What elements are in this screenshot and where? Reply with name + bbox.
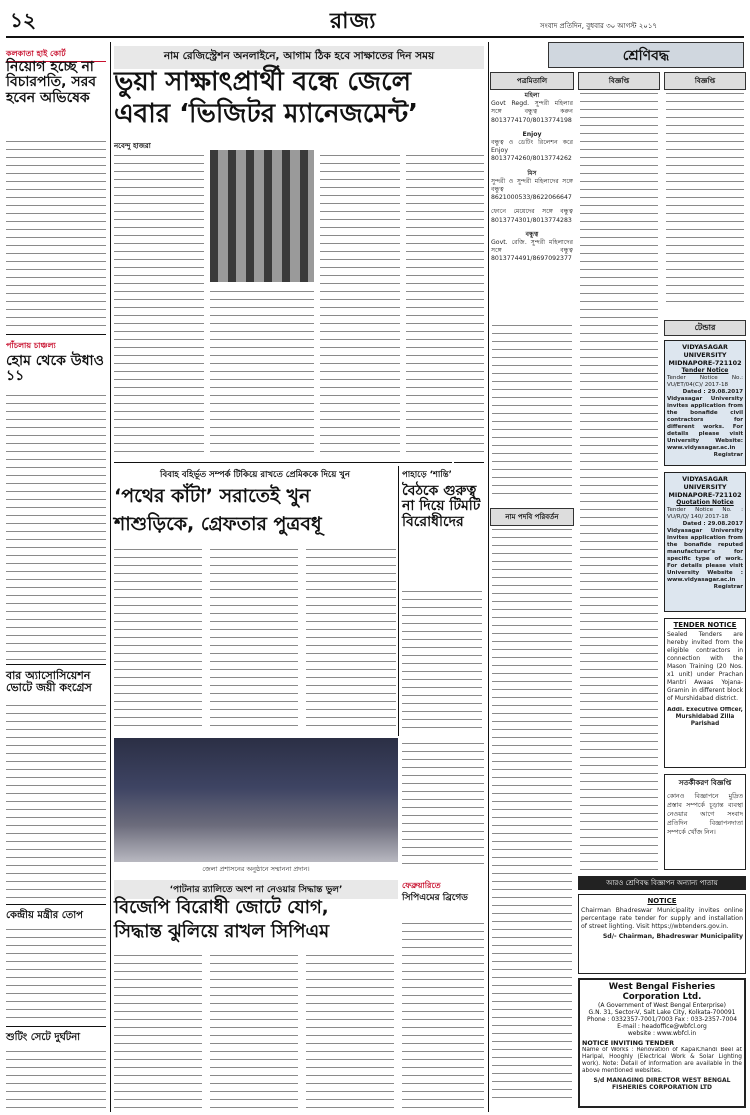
story-text bbox=[306, 952, 394, 1108]
chairman-notice-title: NOTICE bbox=[647, 897, 677, 905]
kicker-high-court: কলকাতা হাই কোর্ট bbox=[6, 48, 106, 62]
fisheries-address: G.N. 31, Sector-V, Salt Lake City, Kolkata-700091 bbox=[588, 1009, 736, 1016]
notice-title-3: বিজ্ঞপ্তি bbox=[664, 72, 746, 90]
headline-bar-association: বার অ্যাসোসিয়েশন ভোটে জয়ী কংগ্রেস bbox=[6, 669, 92, 695]
classified-text bbox=[492, 526, 572, 1104]
warning-notice bbox=[664, 774, 746, 870]
name-change-column bbox=[490, 508, 574, 1108]
entry-label: বন্ধুত্ব bbox=[525, 230, 539, 238]
fisheries-website: website : www.wbfcl.in bbox=[627, 1030, 697, 1037]
story-text bbox=[114, 152, 204, 452]
more-ads-banner: আরও শ্রেণিবদ্ধ বিজ্ঞাপন অন্যান্য পাতায় bbox=[578, 876, 746, 890]
story-text bbox=[210, 952, 298, 1108]
story-text bbox=[114, 952, 202, 1108]
vu1-subtitle: Tender Notice bbox=[681, 367, 729, 374]
headline-high-court: নিয়োগ হচ্ছে না বিচারপতি, সরব হবেন অভিষেক bbox=[6, 59, 97, 106]
classifieds bbox=[490, 42, 746, 1112]
story-text bbox=[6, 1048, 106, 1112]
byline: নবেন্দু হাজরা bbox=[114, 142, 151, 150]
photo-caption: জেলা প্রশাসনের অনুষ্ঠানে সম্মাননা প্রদান। bbox=[202, 865, 310, 873]
classified-text bbox=[666, 90, 744, 308]
vidyasagar-tender-1 bbox=[664, 340, 746, 466]
story-text bbox=[6, 138, 106, 330]
warning-title: সতর্কীকরণ বিজ্ঞপ্তি bbox=[678, 779, 732, 787]
event-photo bbox=[114, 738, 398, 862]
tender-notice-body: Sealed Tenders are hereby invited from the eligible contractors in connection with the Mason Training (20 Nos. x1 unit) under Prachan Mantri Awaas Yojana-Gramin in different block of Murshidabad district. bbox=[667, 631, 743, 702]
story-text bbox=[210, 288, 314, 452]
vidyasagar-tender-2 bbox=[664, 472, 746, 612]
entry-label: মিস bbox=[527, 169, 537, 177]
jail-bars-photo bbox=[210, 150, 314, 282]
story-text bbox=[6, 702, 106, 900]
story-text bbox=[114, 546, 202, 726]
vu2-title: VIDYASAGAR UNIVERSITY MIDNAPORE-721102 bbox=[668, 475, 742, 499]
story-text bbox=[6, 926, 106, 1022]
vu2-sign: Registrar bbox=[713, 584, 743, 590]
classified-text bbox=[492, 322, 572, 498]
left-column bbox=[6, 42, 108, 1112]
bhadreswar-notice bbox=[578, 894, 746, 974]
tender-header: টেন্ডার bbox=[664, 320, 746, 336]
second-strap: বিবাহ বহির্ভূত সম্পর্ক টিকিয়ে রাখতে প্রেমিককে দিয়ে খুন bbox=[160, 470, 350, 480]
murshidabad-tender bbox=[664, 618, 746, 768]
story-text bbox=[210, 546, 298, 726]
bottom-headline-2: সিদ্ধান্ত ঝুলিয়ে রাখল সিপিএম bbox=[114, 921, 330, 942]
story-text bbox=[402, 740, 484, 870]
side-kicker: ফেব্রুয়ারিতে bbox=[402, 881, 441, 890]
lead-headline-1: ভুয়া সাক্ষাৎপ্রার্থী বন্ধে জেলে bbox=[114, 67, 411, 97]
entry-text: Govt Regd. সুন্দরী মহিলার সঙ্গে বন্ধুত্ব করুন 8013774170/8013774198 bbox=[491, 100, 573, 124]
fisheries-title: West Bengal Fisheries Corporation Ltd. bbox=[608, 982, 716, 1002]
entry-text: Govt. রেজি. সুন্দরী মহিলাদের সঙ্গে বন্ধুত্ব 8013774491/8697092377 bbox=[491, 239, 573, 263]
side-headline: সিপিএমের ব্রিগেড bbox=[402, 893, 468, 903]
story-text bbox=[402, 920, 484, 1108]
entry-label: মহিলা bbox=[524, 92, 540, 99]
entry-text: সুন্দরী ও সুন্দরী মহিলাদের সঙ্গে বন্ধুত্ব 8621000533/8622066647 bbox=[491, 177, 573, 202]
bottom-strap: ‘পাটনার র‌্যালিতে অংশ না নেওয়ার সিদ্ধান্ত ভুল’ bbox=[114, 880, 398, 899]
lead-headline-2: এবার ‘ভিজিটর ম্যানেজমেন্ট’ bbox=[114, 99, 419, 129]
fisheries-notice bbox=[578, 978, 746, 1108]
tender-notice-title: TENDER NOTICE bbox=[673, 621, 737, 629]
story-text bbox=[406, 152, 484, 452]
bottom-story bbox=[114, 876, 484, 1112]
tender-notice-sign: Addl. Executive Officer, Murshidabad Zilla Parishad bbox=[667, 707, 743, 727]
classifieds-header: শ্রেণিবদ্ধ bbox=[548, 42, 744, 68]
second-headline-2: শাশুড়িকে, গ্রেফতার পুত্রবধূ bbox=[114, 513, 322, 535]
notice-title-2: বিজ্ঞপ্তি bbox=[578, 72, 660, 90]
story-text bbox=[320, 152, 400, 452]
vu1-sign: Registrar bbox=[713, 452, 743, 458]
vu2-subtitle: Quotation Notice bbox=[676, 499, 734, 506]
fisheries-nit: NOTICE INVITING TENDER bbox=[582, 1039, 675, 1047]
fisheries-phone: Phone : 0332357-7001/7003 Fax : 033-2357-7004 bbox=[586, 1016, 738, 1023]
vu1-title: VIDYASAGAR UNIVERSITY MIDNAPORE-721102 bbox=[668, 343, 742, 367]
headline-central-minister: কেন্দ্রীয় মন্ত্রীর তোপ bbox=[6, 910, 83, 921]
headline-shooting: শুটিং সেটে দুর্ঘটনা bbox=[6, 1032, 81, 1043]
chairman-notice-sign: Sd/- Chairman, Bhadreswar Municipality bbox=[602, 933, 743, 940]
pen-friend-title: পত্রমিতালি bbox=[490, 72, 574, 90]
fisheries-subtitle: (A Government of West Bengal Enterprise) bbox=[598, 1002, 726, 1009]
vu1-body: Vidyasagar University invites application from the bonafide civil contractors for different works. For details please visit University Website: www.vidyasagar.ac.in bbox=[667, 396, 743, 451]
third-story bbox=[402, 464, 484, 734]
vu1-date: Dated : 29.08.2017 bbox=[682, 389, 743, 395]
story-text bbox=[306, 546, 396, 726]
chairman-notice-body: Chairman Bhadreswar Municipality invites online percentage rate tender for supply and installation of street lighting. Visit https://wbtenders.gov.in. bbox=[581, 907, 743, 930]
lead-story bbox=[114, 42, 484, 462]
page-number: ১২ bbox=[10, 8, 36, 32]
notice-column-3 bbox=[664, 72, 746, 312]
entry-text: বন্ধুত্ব ও ডেটিং রিলেশন করে Enjoy 8013774260/8013774262 bbox=[491, 139, 573, 163]
entry-label: Enjoy bbox=[522, 130, 542, 138]
name-change-title: নাম পদবি পরিবর্তন bbox=[490, 508, 574, 526]
warning-body: কোনও বিজ্ঞাপনে মুদ্রিত প্রস্তাব সম্পর্কে চূড়ান্ত ব্যবস্থা নেওয়ার আগে সংবাদ প্রতিদিন বিজ্ঞাপনদাতা সম্পর্কে খোঁজ নিন। bbox=[667, 792, 743, 836]
second-headline-1: ‘পথের কাঁটা’ সরাতেই খুন bbox=[114, 485, 311, 507]
classified-text bbox=[580, 90, 658, 870]
fisheries-email: E-mail : headoffice@wbfcl.org bbox=[617, 1023, 707, 1030]
fisheries-sign: S/d MANAGING DIRECTOR WEST BENGAL FISHERIES CORPORATION LTD bbox=[593, 1077, 731, 1091]
pen-friend-column bbox=[490, 72, 574, 502]
vu1-ref: Tender Notice No.: VU/ET/04(C)/ 2017-18 bbox=[667, 375, 743, 388]
entry-text: ফোনে মেয়েদের সঙ্গে বন্ধুত্ব 8013774301/8013774283 bbox=[491, 208, 573, 224]
kicker-panchla: পাঁচলায় চাঞ্চল্য bbox=[6, 341, 56, 350]
masthead bbox=[0, 0, 750, 42]
vu2-ref: Tender Notice No. : VU/R/Q/ 140/ 2017-18 bbox=[667, 507, 743, 520]
third-headline: বৈঠকে গুরুত্ব না দিয়ে টিমটি বিরোধীদের bbox=[402, 483, 481, 530]
fisheries-body: Name of Works : Renovation of KapaiChandi Beel at Haripal, Hooghly (Electrical Work & Solar Lighting work). Note: Detail of information are available in the above mentioned websites. bbox=[582, 1047, 742, 1074]
vu2-body: Vidyasagar University invites application from the bonafide reputed manufacturer's for specific type of work. For details please visit University Website : www.vidyasagar.ac.in bbox=[667, 528, 743, 583]
headline-home: হোম থেকে উধাও ১১ bbox=[6, 353, 104, 385]
third-kicker: পাহাড়ে ‘শান্তি’ bbox=[402, 470, 452, 480]
vu2-date: Dated : 29.08.2017 bbox=[682, 521, 743, 527]
second-story bbox=[114, 464, 396, 734]
dateline: সংবাদ প্রতিদিন, বুধবার ৩০ আগস্ট ২০১৭ bbox=[540, 22, 657, 30]
lead-strap: নাম রেজিস্ট্রেশন অনলাইনে, আগাম ঠিক হবে সাক্ষাতের দিন সময় bbox=[114, 46, 484, 69]
story-text bbox=[402, 588, 482, 728]
story-text bbox=[6, 392, 106, 660]
bottom-headline-1: বিজেপি বিরোধী জোটে যোগ, bbox=[114, 897, 329, 918]
section-title: রাজ্য bbox=[330, 9, 377, 34]
